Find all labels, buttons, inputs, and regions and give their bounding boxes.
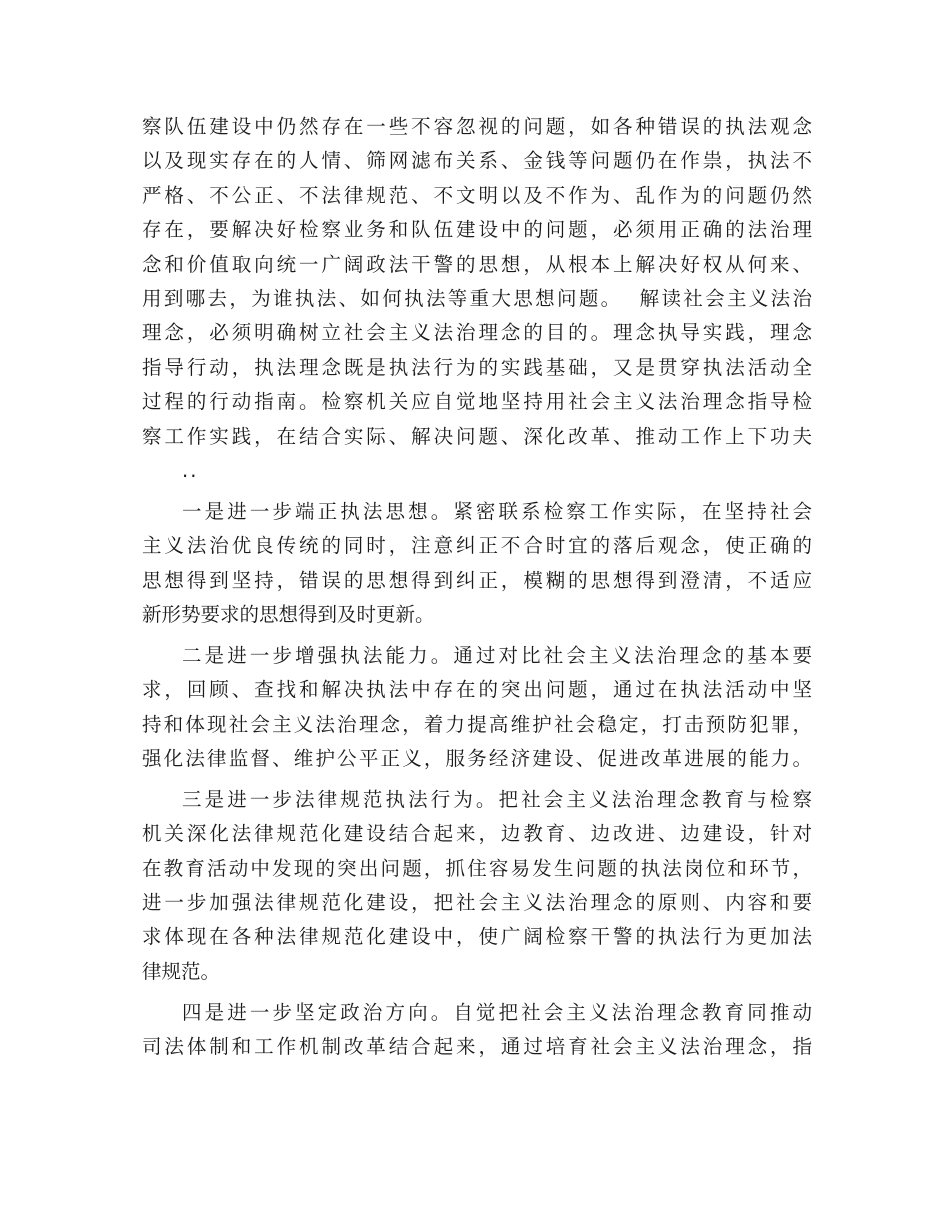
text-line: 求体现在各种法律规范化建设中，使广阔检察干警的执法行为更加法	[142, 925, 812, 949]
text-line: 机关深化法律规范化建设结合起来，边教育、边改进、边建设，针对	[142, 822, 812, 846]
text-line: 三是进一步法律规范执法行为。把社会主义法治理念教育与检察	[182, 787, 812, 811]
text-line: 以及现实存在的人情、筛网滤布关系、金钱等问题仍在作祟，执法不	[142, 149, 812, 173]
text-line: 一是进一步端正执法思想。紧密联系检察工作实际，在坚持社会	[182, 499, 812, 523]
text-line: 理念，必须明确树立社会主义法治理念的目的。理念执导实践，理念	[142, 321, 812, 345]
text-line: 察工作实践，在结合实际、解决问题、深化改革、推动工作上下功夫	[142, 424, 812, 448]
text-line: 四是进一步坚定政治方向。自觉把社会主义法治理念教育同推动	[182, 1000, 812, 1024]
text-line: 二是进一步增强执法能力。通过对比社会主义法治理念的基本要	[182, 643, 812, 667]
text-line: 持和体现社会主义法治理念，着力提高维护社会稳定，打击预防犯罪，	[142, 712, 812, 736]
text-line: 进一步加强法律规范化建设，把社会主义法治理念的原则、内容和要	[142, 891, 812, 915]
text-line: 新形势要求的思想得到及时更新。	[142, 602, 435, 626]
text-line: 用到哪去，为谁执法、如何执法等重大思想问题。 解读社会主义法治	[142, 286, 812, 310]
text-line: 在教育活动中发现的突出问题，抓住容易发生问题的执法岗位和环节，	[142, 856, 812, 880]
text-line: 指导行动，执法理念既是执法行为的实践基础，又是贯穿执法活动全	[142, 355, 812, 379]
text-line: 强化法律监督、维护公平正义，服务经济建设、促进改革进展的能力。	[142, 747, 812, 771]
text-line: 过程的行动指南。检察机关应自觉地坚持用社会主义法治理念指导检	[142, 390, 812, 414]
text-line: ..	[182, 458, 199, 482]
text-line: 念和价值取向统一广阔政法干警的思想，从根本上解决好权从何来、	[142, 252, 812, 276]
text-line: 司法体制和工作机制改革结合起来，通过培育社会主义法治理念，指	[142, 1035, 812, 1059]
body-text	[142, 110, 812, 1065]
text-line: 主义法治优良传统的同时，注意纠正不合时宜的落后观念，使正确的	[142, 534, 812, 558]
text-line: 律规范。	[142, 959, 221, 983]
text-line: 严格、不公正、不法律规范、不文明以及不作为、乱作为的问题仍然	[142, 183, 812, 207]
text-line: 思想得到坚持，错误的思想得到纠正，模糊的思想得到澄清，不适应	[142, 568, 812, 592]
text-line: 存在，要解决好检察业务和队伍建设中的问题，必须用正确的法治理	[142, 218, 812, 242]
text-line: 察队伍建设中仍然存在一些不容忽视的问题，如各种错误的执法观念	[142, 115, 812, 138]
text-line: 求，回顾、查找和解决执法中存在的突出问题，通过在执法活动中坚	[142, 678, 812, 702]
